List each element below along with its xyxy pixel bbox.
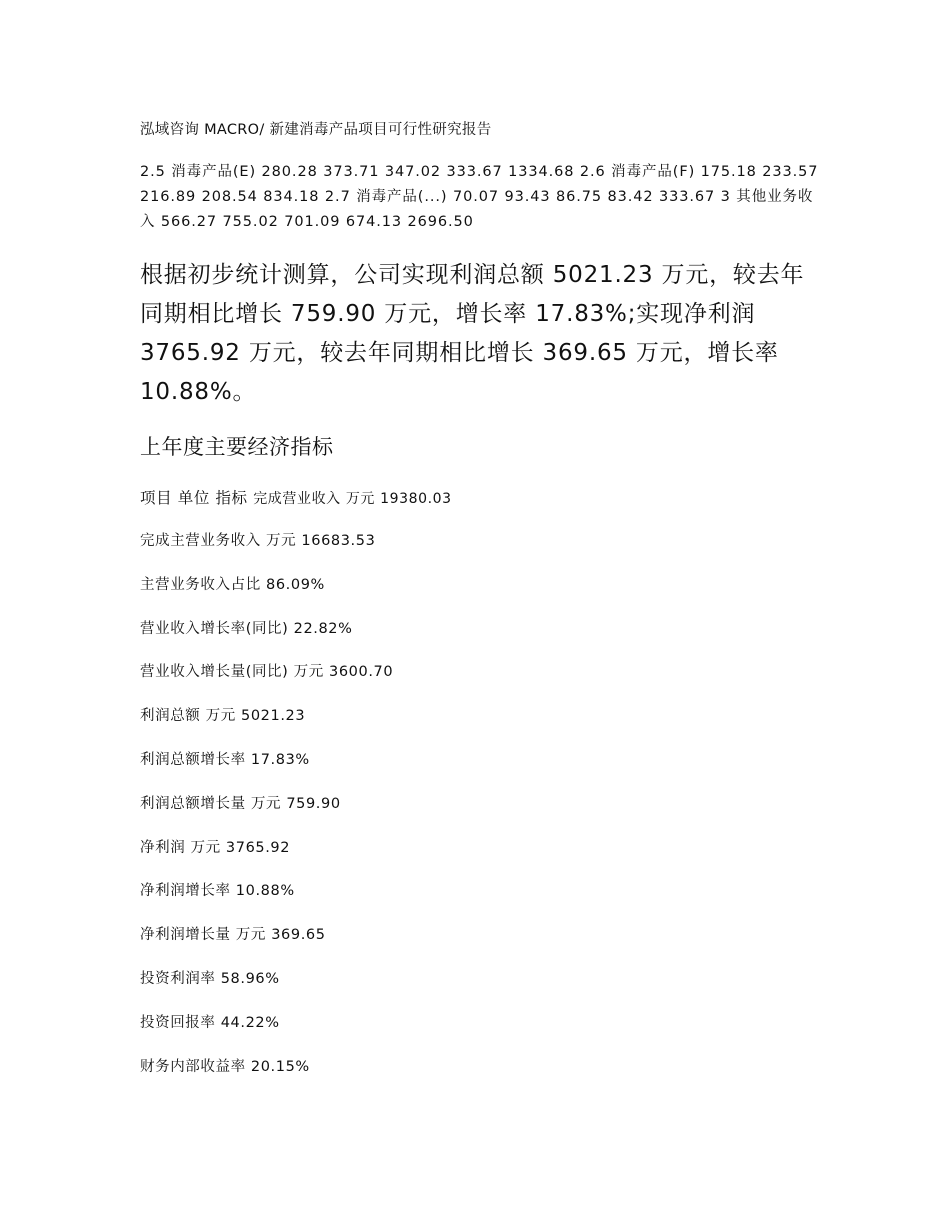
indicator-row: 净利润增长率 10.88% xyxy=(140,883,295,900)
indicator-row: 营业收入增长率(同比) 22.82% xyxy=(140,620,353,637)
indicator-list xyxy=(140,530,393,1099)
indicator-row: 投资回报率 44.22% xyxy=(140,1014,280,1031)
section-title: 上年度主要经济指标 xyxy=(140,435,334,459)
indicator-column-labels: 项目 单位 指标 xyxy=(140,489,248,507)
indicator-row: 利润总额增长率 17.83% xyxy=(140,751,310,768)
indicator-table-header xyxy=(140,486,452,508)
indicator-row: 完成主营业务收入 万元 16683.53 xyxy=(140,533,376,549)
indicator-row: 净利润 万元 3765.92 xyxy=(140,839,291,856)
indicator-row: 净利润增长量 万元 369.65 xyxy=(140,927,326,944)
indicator-row: 主营业务收入占比 86.09% xyxy=(140,576,325,593)
profit-summary-paragraph: 根据初步统计测算，公司实现利润总额 5021.23 万元，较去年同期相比增长 759.90 万元，增长率 17.83%;实现净利润 3765.92 万元，较去年同期相比增长 369.65 万元，增长率 10.88%。 xyxy=(140,262,805,405)
indicator-row: 财务内部收益率 20.15% xyxy=(140,1058,310,1075)
indicator-row: 投资利润率 58.96% xyxy=(140,970,280,987)
indicator-row: 利润总额增长量 万元 759.90 xyxy=(140,795,341,812)
page-header: 泓域咨询 MACRO/ 新建消毒产品项目可行性研究报告 xyxy=(140,122,492,138)
indicator-first-row: 完成营业收入 万元 19380.03 xyxy=(253,491,452,507)
indicator-row: 利润总额 万元 5021.23 xyxy=(140,708,306,725)
indicator-row: 营业收入增长量(同比) 万元 3600.70 xyxy=(140,664,394,681)
product-revenue-table-text: 2.5 消毒产品(E) 280.28 373.71 347.02 333.67 1334.68 2.6 消毒产品(F) 175.18 233.57 216.89 208.54 834.18 2.7 消毒产品(...) 70.07 93.43 86.75 83.42 333.67 3 其他业务收入 566.27 755.02 701.09 674.13 2696.50 xyxy=(140,164,819,230)
